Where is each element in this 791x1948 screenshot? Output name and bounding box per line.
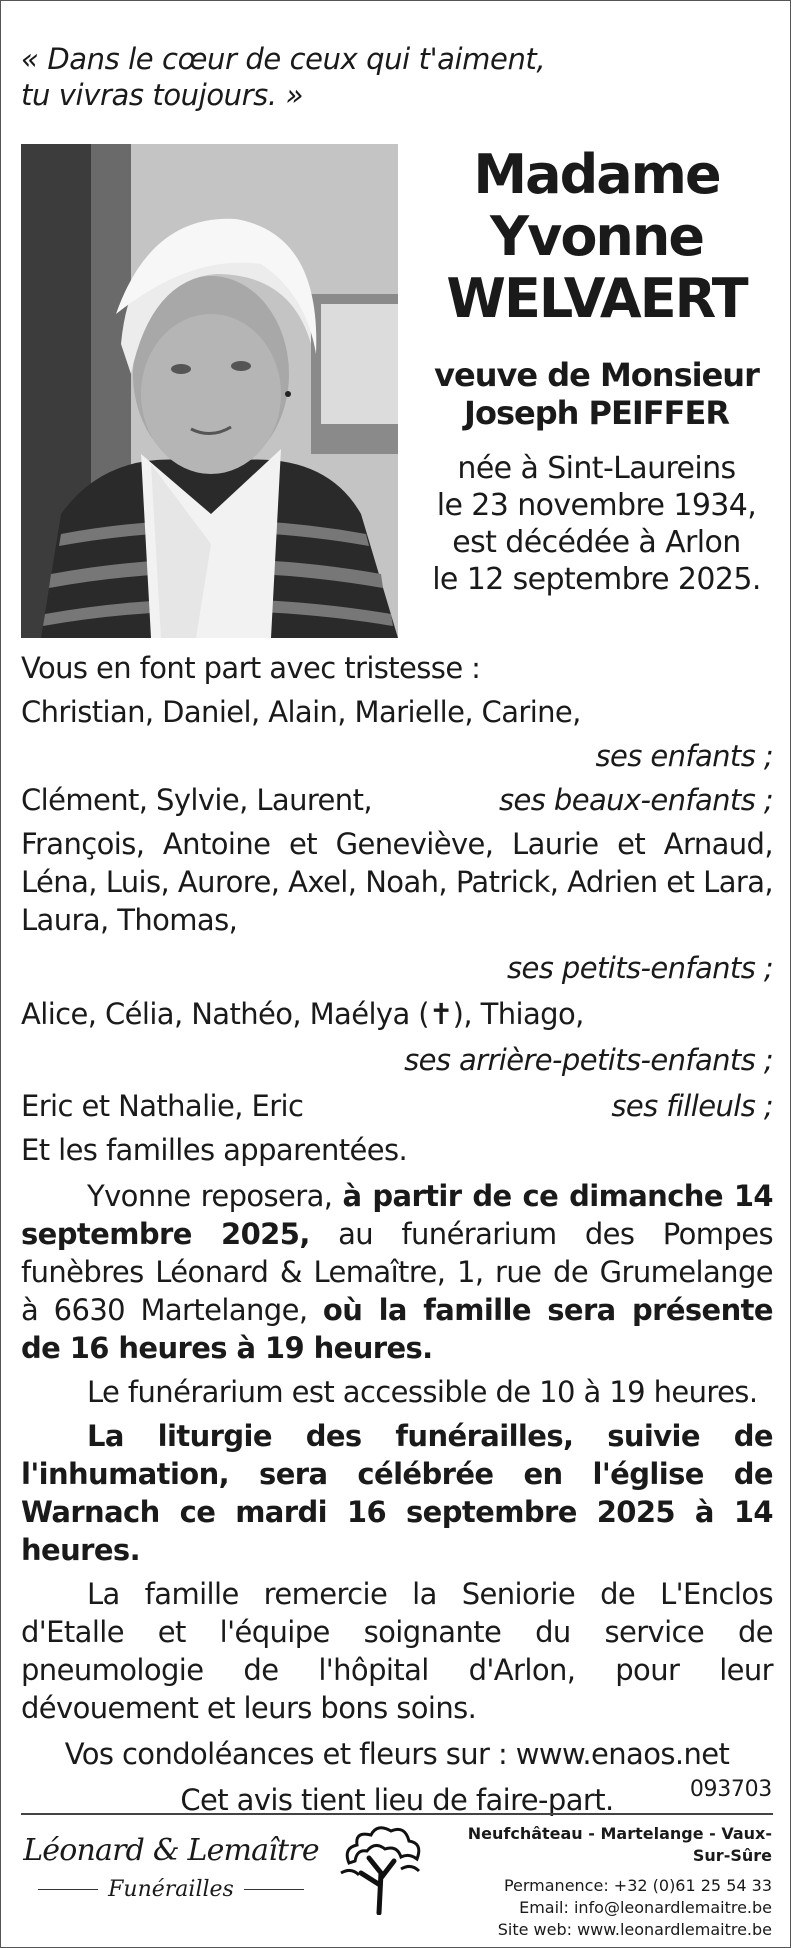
logo-subtitle-row — [21, 1877, 321, 1902]
notice-line: Cet avis tient lieu de faire-part. — [180, 1783, 614, 1817]
contact-info — [432, 1823, 772, 1941]
children-label: ses enfants ; — [595, 739, 773, 773]
visitation-intro: Yvonne reposera, — [87, 1179, 343, 1213]
grandchildren-label: ses petits-enfants ; — [507, 951, 773, 985]
website-line: Site web: www.leonardlemaitre.be — [497, 1920, 772, 1939]
phone-line: Permanence: +32 (0)61 25 54 33 — [503, 1876, 772, 1895]
godchildren-label: ses filleuls ; — [611, 1089, 773, 1123]
inlaws-label: ses beaux-enfants ; — [499, 783, 773, 817]
reference-number: 093703 — [689, 1777, 772, 1802]
email-line: Email: info@leonardlemaitre.be — [519, 1898, 772, 1917]
greatgrandchildren-names: Alice, Célia, Nathéo, Maélya (✝), Thiago, — [21, 997, 584, 1031]
funeral-home-hours: Le funérarium est accessible de 10 à 19 heures. — [87, 1375, 758, 1409]
condolences-line: Vos condoléances et fleurs sur : www.enaos.net — [64, 1737, 730, 1771]
visitation-paragraph — [21, 1177, 773, 1367]
godchildren-names: Eric et Nathalie, Eric — [21, 1089, 304, 1123]
logo-name: Léonard & Lemaître — [23, 1833, 319, 1868]
logo-rule-left — [38, 1889, 98, 1890]
tree-icon — [339, 1823, 425, 1915]
widow-of — [419, 356, 774, 432]
godchildren-row — [21, 1087, 773, 1125]
deceased-title: Madame — [473, 143, 720, 206]
thanks-paragraph: La famille remercie la Seniorie de L'Enclos d'Etalle et l'équipe soignante du service de pneumologie de l'hôpital d'Arlon, pour leur dévouement et leurs bons soins. — [21, 1577, 773, 1725]
birth-line-1: née à Sint-Laureins — [457, 451, 736, 486]
birth-line-2: le 23 novembre 1934, — [436, 488, 757, 523]
deceased-identity — [419, 144, 774, 598]
notice-body — [21, 649, 773, 1819]
branch-cities: Neufchâteau - Martelange - Vaux-Sur-Sûre — [467, 1824, 772, 1865]
visitation-date: à partir de ce dimanche 14 septembre 2025, — [21, 1179, 773, 1251]
inlaws-names: Clément, Sylvie, Laurent, — [21, 783, 372, 817]
grandchildren-names: François, Antoine et Geneviève, Laurie et Arnaud, Léna, Luis, Aurore, Axel, Noah, Patrick, Adrien et Lara, Laura, Thomas, — [21, 827, 773, 937]
birth-line-3: est décédée à Arlon — [452, 525, 741, 560]
relatives-line: Et les familles apparentées. — [21, 1133, 408, 1167]
footer-divider — [21, 1813, 773, 1815]
visitation-place: au funérarium des Pompes funèbres Léonard & Lemaître, 1, rue de Grumelange à 6630 Martelange, — [21, 1217, 773, 1327]
funeral-service-paragraph: La liturgie des funérailles, suivie de l'inhumation, sera célébrée en l'église de Warnach ce mardi 16 septembre 2025 à 14 heures. — [21, 1419, 773, 1567]
widow-line-1: veuve de Monsieur — [434, 356, 759, 394]
logo-subtitle: Funérailles — [108, 1877, 234, 1902]
epitaph-quote — [21, 41, 581, 113]
children-names: Christian, Daniel, Alain, Marielle, Carine, — [21, 695, 581, 729]
inlaws-row — [21, 781, 773, 819]
deceased-first-name: Yvonne — [490, 205, 703, 268]
visitation-hours: où la famille sera présente de 16 heures à 19 heures. — [21, 1293, 773, 1365]
quote-line-2: tu vivras toujours. » — [21, 78, 304, 112]
portrait-photo — [21, 144, 398, 638]
birth-line-4: le 12 septembre 2025. — [432, 562, 761, 597]
family-intro: Vous en font part avec tristesse : — [21, 651, 481, 685]
widow-line-2: Joseph PEIFFER — [464, 394, 729, 432]
birth-death-info — [419, 450, 774, 598]
deceased-last-name: WELVAERT — [446, 267, 747, 330]
greatgrandchildren-label: ses arrière-petits-enfants ; — [404, 1043, 773, 1077]
logo-rule-right — [244, 1889, 304, 1890]
funeral-home-logo — [21, 1831, 321, 1902]
quote-line-1: « Dans le cœur de ceux qui t'aiment, — [21, 42, 546, 76]
